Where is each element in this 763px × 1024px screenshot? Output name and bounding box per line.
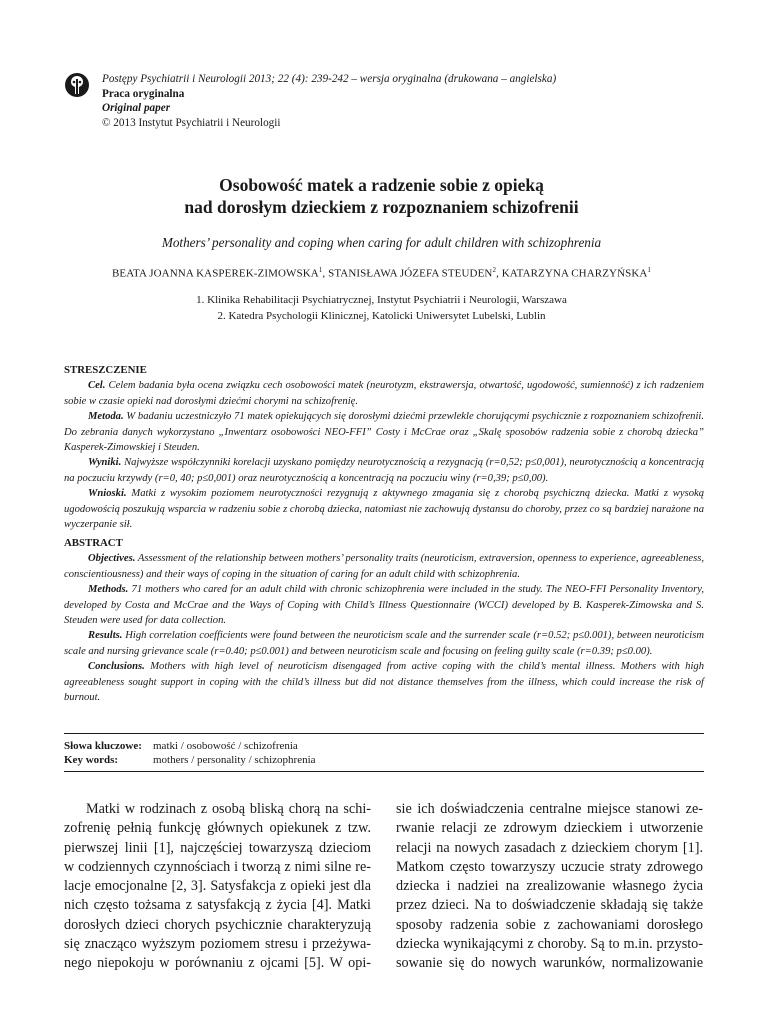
body-text-line: pierwszej linii [1], najczęściej towarzyszą dzieciom [64, 839, 371, 856]
abstract-section-label: Objectives. [88, 553, 136, 565]
body-text-line: dorosłych dzieci chorych psychicznie charakteryzują [64, 916, 371, 933]
keywords-label: Key words: [64, 754, 119, 766]
abstract-section-text: Celem badania była ocena związku cech osobowości matek (neurotyzm, ekstrawersja, otwartość, ugodowość, sumienność) z ich radzeniem sobie w czasie opieki nad dorosłymi dziećmi chorymi na schizofrenię. [64, 380, 704, 407]
body-text-line: przez dzieci. Na to doświadczenie składają się także [396, 897, 703, 914]
abstract-section-label: Wnioski. [88, 488, 127, 500]
abstract-section-text: Assessment of the relationship between mothers’ personality traits (neuroticism, extraversion, openness to experience, agreeableness, conscientiousness) and their ways of coping in the situation of caring for an adult child with schizophrenia. [64, 553, 704, 580]
abstract-section-label: Wyniki. [88, 457, 122, 469]
body-text-line: nich często tożsama z satysfakcją z życia [4]. Matki [64, 897, 371, 914]
body-text-line: rwanie relacji ze zdrowym dzieckiem i utworzenie [396, 820, 703, 837]
author-affiliation-mark: 2 [492, 266, 497, 274]
body-text-line: sowanie się do nowych warunków, normalizowanie [396, 955, 703, 972]
body-text-line: lacje emocjonalne [2, 3]. Satysfakcja z opieki jest dla [64, 878, 371, 895]
title-line-2: nad dorosłym dzieckiem z rozpoznaniem schizofrenii [184, 197, 579, 217]
author-name: STANISŁAWA JÓZEFA STEUDEN [328, 267, 493, 280]
abstract-section-text: Mothers with high level of neuroticism disengaged from active coping with the child’s mental illness. Mothers with high agreeableness sought support in coping with the child’s illness but did not distance themselves from the illness, which could increase the risk of burnout. [64, 661, 704, 704]
body-text-line: Matki w rodzinach z osobą bliską chorą na schi- [86, 801, 371, 817]
keywords-value: matki / osobowość / schizofrenia [153, 740, 298, 752]
institute-logo-icon [64, 72, 90, 98]
copyright: © 2013 Instytut Psychiatrii i Neurologii [102, 116, 281, 129]
body-text-line: Matkom często towarzyszy uczucie straty zdrowego [396, 858, 703, 875]
paper-type-polish: Praca oryginalna [102, 87, 185, 100]
abstract-heading: STRESZCZENIE [64, 364, 147, 376]
author-affiliation-mark: 1 [647, 266, 652, 274]
affiliations [0, 293, 763, 324]
author-name: BEATA JOANNA KASPEREK-ZIMOWSKA [111, 267, 319, 280]
abstract-section-text: 71 mothers who cared for an adult child with chronic schizophrenia were included in the study. The NEO-FFI Personality Inventory, developed by Costa and McCrae and the Ways of Coping with Child’s Illness Questionnaire (WCCI) developed by B. Kasperek-Zimowska and S. Steuden were used for data collection. [64, 584, 704, 627]
abstract-section-text: Najwyższe współczynniki korelacji uzyskano pomiędzy neurotycznością a rezygnacją (r=0,52; p≤0,001), neurotycznością a koncentracją na poczuciu krzywdy (r=0, 40; p≤0,001) oraz neurotycznością a koncentracją na poczuciu winy (r=0,39; p≤0,00). [64, 457, 705, 484]
journal-citation: Postępy Psychiatrii i Neurologii 2013; 22 (4): 239-242 – wersja oryginalna (drukowana – angielska) [102, 73, 557, 85]
abstract-english [64, 536, 704, 705]
body-text-line: sposoby radzenia sobie z zachowaniami dorosłego [396, 916, 703, 933]
body-text-line: relacji na nowych zasadach z dzieckiem chorym [1]. [396, 839, 703, 856]
body-text-line: sie ich doświadczenia centralne miejsce stanowi ze- [396, 801, 703, 817]
abstract-section [64, 659, 704, 705]
abstract-section [64, 551, 704, 582]
abstract-section-label: Results. [88, 630, 123, 642]
title-line-1: Osobowość matek a radzenie sobie z opieką [219, 175, 544, 195]
abstract-section [64, 378, 704, 409]
abstract-section [64, 628, 704, 659]
keywords-label: Słowa kluczowe: [64, 740, 142, 752]
abstract-heading: ABSTRACT [64, 537, 123, 549]
author-separator: , [496, 267, 502, 280]
affiliation: 2. Katedra Psychologii Klinicznej, Katolicki Uniwersytet Lubelski, Lublin [217, 309, 546, 322]
body-text-line: się znacząco wyższym poziomem stresu i przeżywa- [64, 936, 371, 953]
abstract-section-text: Matki z wysokim poziomem neurotyczności rezygnują z aktywnego zmagania się z chorobą psychiczną dziecka. Matki z wysoką ugodowością poszukują wsparcia w radzeniu sobie z chorobą dziecka, natomiast nie zachowują dystansu do choroby, przez co są bardziej narażone na wyczerpanie sił. [64, 488, 704, 531]
abstract-section-label: Methods. [88, 584, 129, 596]
paper-title [0, 174, 763, 218]
body-text-line: w codziennych czynnościach i tworzą z nimi silne re- [64, 858, 371, 875]
body-text-line: dziecka i nadziei na zrealizowanie własnego życia [396, 878, 703, 895]
keywords-box [64, 733, 704, 772]
abstract-section-label: Cel. [88, 380, 106, 392]
body-column-right [396, 800, 703, 974]
author-affiliation-mark: 1 [318, 266, 323, 274]
abstract-section-label: Metoda. [88, 411, 124, 423]
abstract-polish [64, 363, 704, 532]
authors-line [0, 266, 763, 280]
body-text-line: zofrenię pełnią funkcję głównych opiekunek z tzw. [64, 820, 371, 837]
author-separator: , [322, 267, 329, 280]
abstract-section [64, 582, 704, 628]
paper-type-english: Original paper [102, 102, 171, 114]
author-name: KATARZYNA CHARZYŃSKA [501, 267, 648, 280]
affiliation: 1. Klinika Rehabilitacji Psychiatrycznej, Instytut Psychiatrii i Neurologii, Warszawa [196, 294, 567, 306]
abstract-section-label: Conclusions. [88, 661, 145, 673]
body-text-line: dziecka wynikającymi z choroby. Są to m.in. przysto- [396, 936, 703, 953]
abstract-section [64, 486, 704, 532]
abstract-section [64, 455, 704, 486]
abstract-section [64, 409, 704, 455]
abstract-section-text: W badaniu uczestniczyło 71 matek opiekujących się dorosłymi dziećmi przewlekle chorującymi psychicznie z rozpoznaniem schizofrenii. Do zebrania danych wykorzystano „Inwentarz osobowości NEO-FFI” Costy i McCrae oraz „Skalę sposobów radzenia sobie z chorobą dziecka” Kasperek-Zimowskiej i Steuden. [64, 411, 704, 454]
header-text-block [102, 72, 556, 130]
keywords-value: mothers / personality / schizophrenia [153, 754, 316, 766]
body-column-left [64, 800, 371, 974]
abstract-section-text: High correlation coefficients were found between the neuroticism scale and the surrender scale (r=0.52; p≤0.001), between neuroticism scale and nursing grievance scale (r=0.40; p≤0.001) and between neuroticism scale and focusing on feeling guilty scale (r=0.39; p≤0.00). [64, 630, 704, 657]
body-text-line: nego niepokoju w porównaniu z ojcami [5]. W opi- [64, 955, 371, 972]
english-title: Mothers’ personality and coping when caring for adult children with schizophrenia [161, 235, 602, 250]
